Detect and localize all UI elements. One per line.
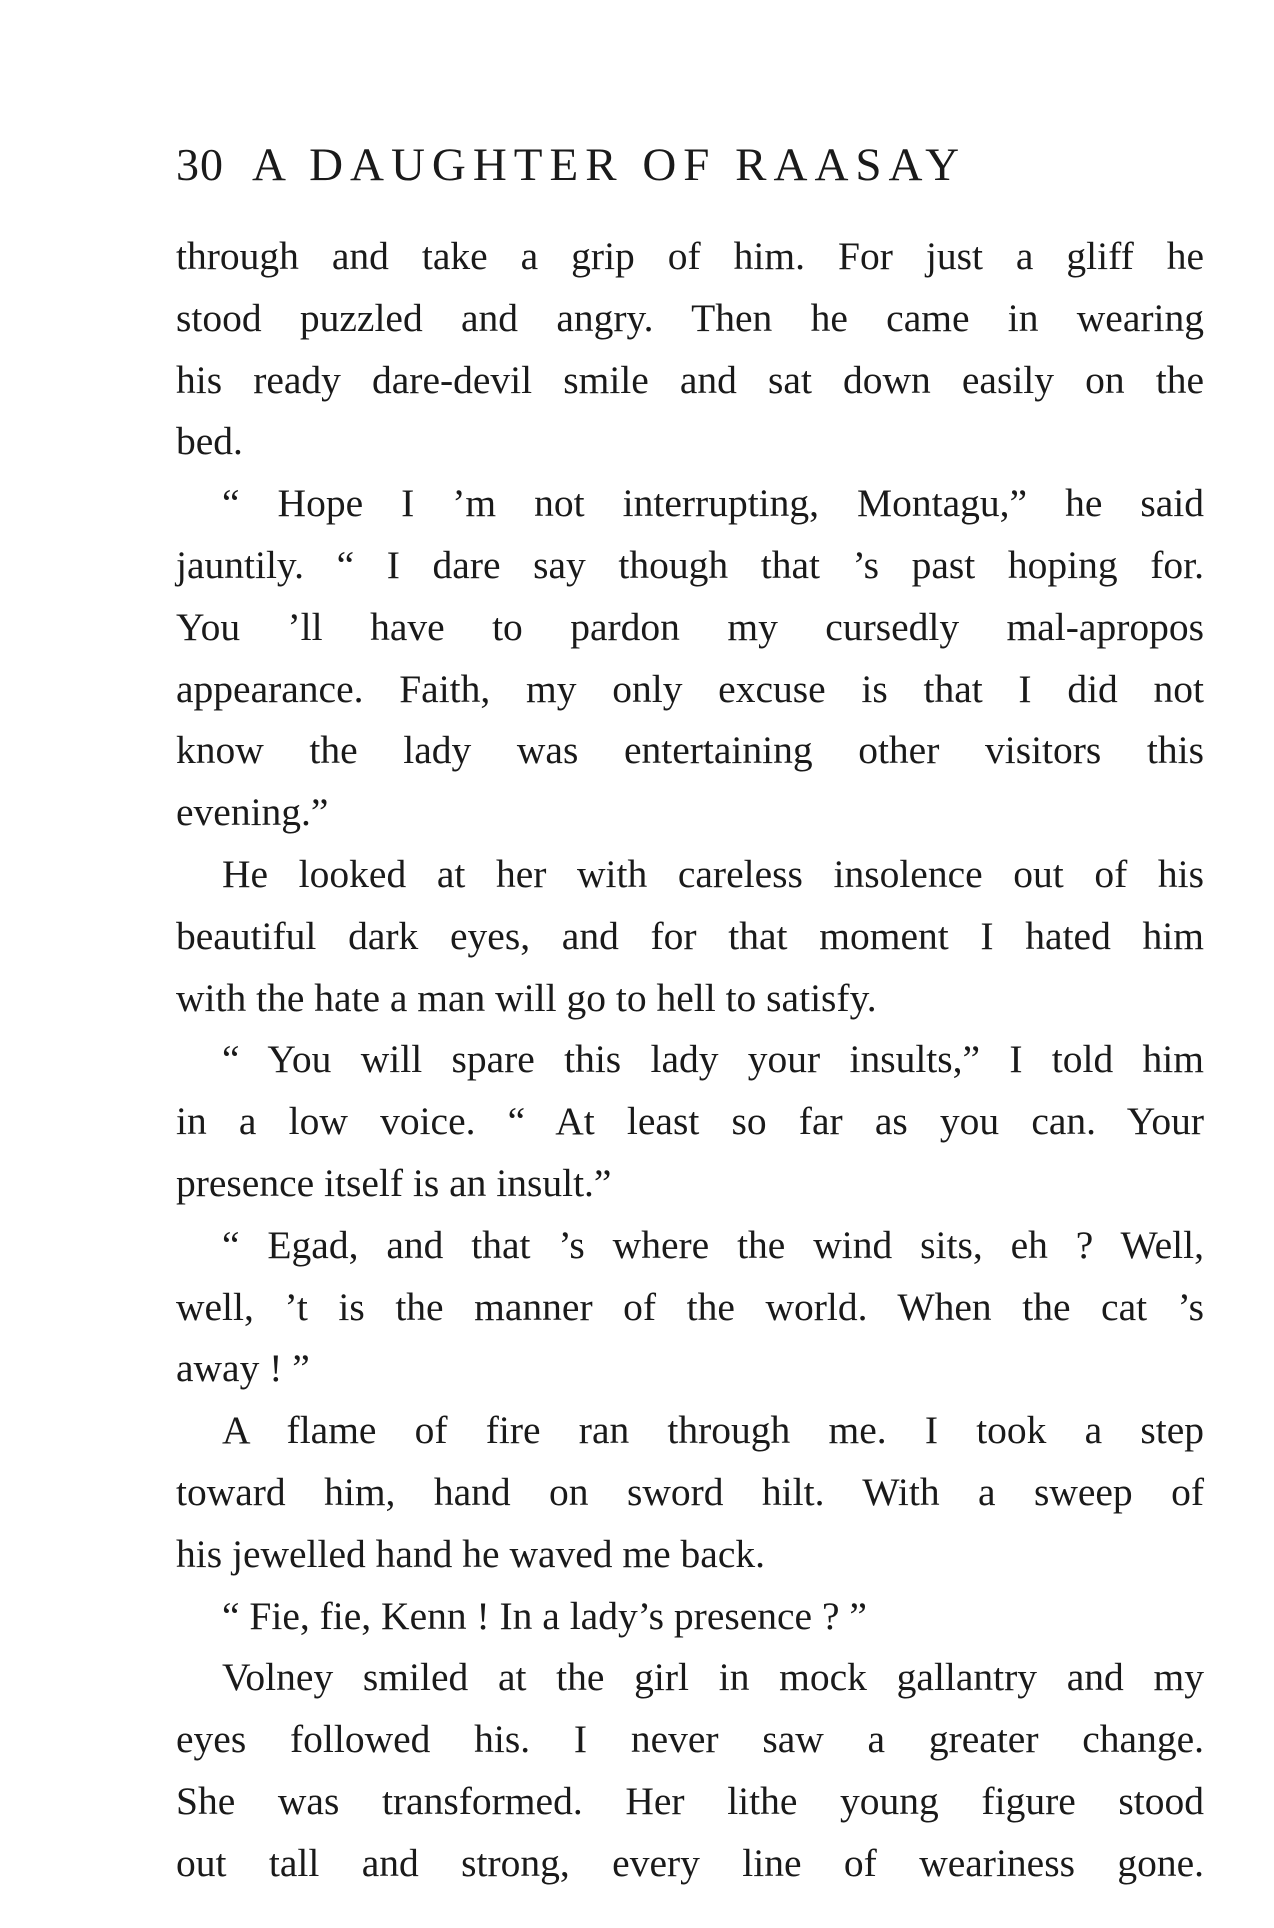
running-head <box>176 138 1204 214</box>
text-line: toward him, hand on sword hilt. With a sweep of <box>176 1469 1204 1514</box>
text-line: beautiful dark eyes, and for that moment I hated him <box>176 913 1204 958</box>
text-line: his jewelled hand he waved me back. <box>176 1531 765 1576</box>
text-line: “ Egad, and that ’s where the wind sits, eh ? Well, <box>222 1222 1204 1267</box>
text-line: She was transformed. Her lithe young figure stood <box>176 1778 1204 1823</box>
page-number: 30 <box>176 139 224 190</box>
text-line: eyes followed his. I never saw a greater change. <box>176 1717 1204 1762</box>
text-line: bed. <box>176 419 243 464</box>
text-line: presence itself is an insult.” <box>176 1160 612 1205</box>
text-line: know the lady was entertaining other visitors this <box>176 728 1204 773</box>
text-line: A flame of fire ran through me. I took a step <box>222 1408 1204 1453</box>
book-title: A DAUGHTER OF RAASAY <box>252 139 967 191</box>
book-page <box>176 138 1204 1895</box>
text-line: away ! ” <box>176 1346 310 1391</box>
text-line: Volney smiled at the girl in mock gallantry and my <box>222 1655 1204 1700</box>
text-line: stood puzzled and angry. Then he came in wearing <box>176 295 1204 340</box>
body-text <box>176 226 1204 1895</box>
text-line: He looked at her with careless insolence out of his <box>222 851 1204 896</box>
text-line: You ’ll have to pardon my cursedly mal-apropos <box>176 604 1204 649</box>
text-line: “ You will spare this lady your insults,” I told him <box>222 1037 1204 1082</box>
text-line: well, ’t is the manner of the world. When the cat ’s <box>176 1284 1204 1329</box>
text-line: “ Fie, fie, Kenn ! In a lady’s presence ? ” <box>222 1593 867 1638</box>
text-line: evening.” <box>176 790 329 835</box>
text-line: with the hate a man will go to hell to satisfy. <box>176 975 877 1020</box>
text-line: out tall and strong, every line of weariness gone. <box>176 1840 1204 1885</box>
text-line: his ready dare-devil smile and sat down easily on the <box>176 357 1204 402</box>
text-line: “ Hope I ’m not interrupting, Montagu,” he said <box>222 481 1204 526</box>
text-line: jauntily. “ I dare say though that ’s past hoping for. <box>176 542 1204 587</box>
text-line: in a low voice. “ At least so far as you can. Your <box>176 1099 1204 1144</box>
text-line: appearance. Faith, my only excuse is that I did not <box>176 666 1204 711</box>
text-line: through and take a grip of him. For just a gliff he <box>176 234 1204 278</box>
